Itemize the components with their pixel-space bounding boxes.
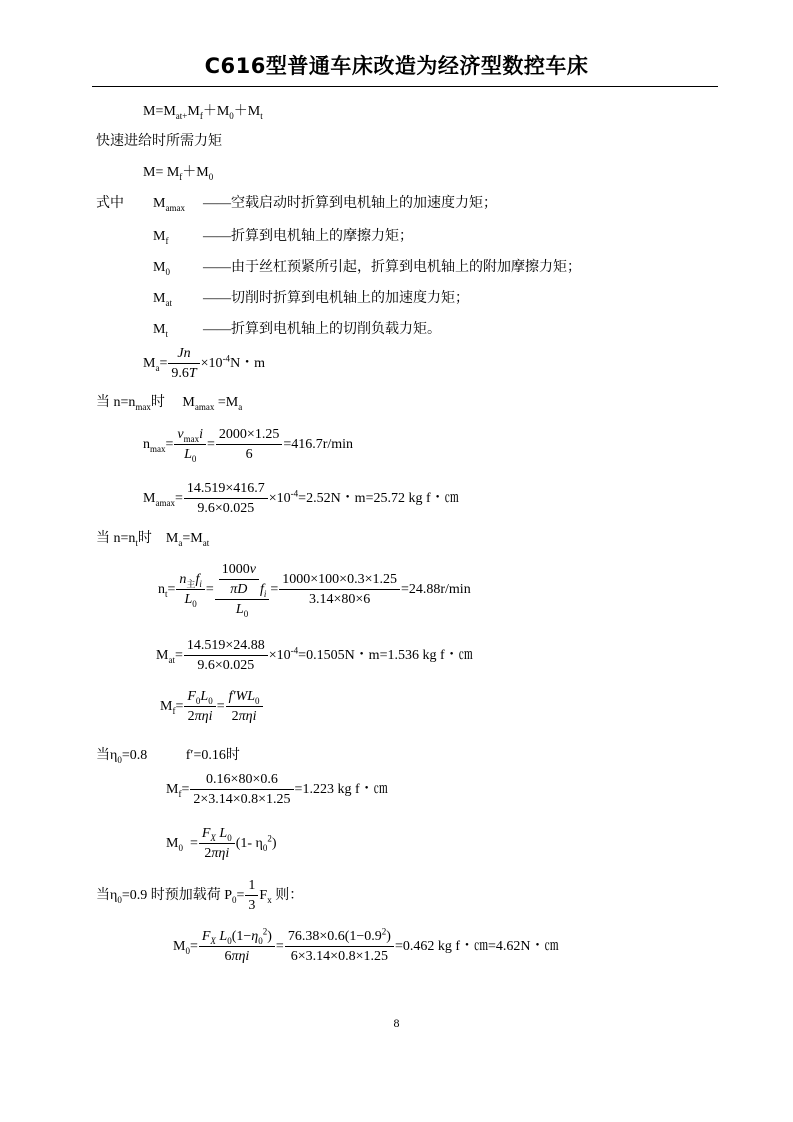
desc-f: ——折算到电机轴上的摩擦力矩；: [203, 229, 413, 244]
formula-mf-numeric: $M_f=$ $\frac{0.16\times 80\times 0.6}{2\times 3.14\times 0.8\times 1.25}$ =1.223 kg f・㎝: [166, 772, 388, 807]
cond-nmax: 当 $n=n_{max}$时 $M_{amax} =M_a$: [96, 395, 243, 412]
cond-eta08: 当$\eta_0=0.8$ f′=0.16时: [96, 748, 240, 765]
where-label: 式中: [96, 196, 124, 211]
desc-t: ——折算到电机轴上的切削负载力矩。: [203, 322, 441, 337]
formula-mamax: $M_{amax}=$ $\frac{14.519\times 416.7}{9.6\times 0.025}$ $\times 10^{-4}=2.52N$・m=25.72 kg f・㎝: [143, 481, 459, 516]
legend-t: $M_t$ ——折算到电机轴上的切削负载力矩。: [153, 322, 441, 339]
legend-f: $M_f$ ——折算到电机轴上的摩擦力矩；: [153, 229, 413, 246]
formula-ma: $M_a=$ $\frac{Jn}{9.6T}$ $\times 10^{-4}N$・m: [143, 346, 266, 381]
formula-mat: $M_{at}=$ $\frac{14.519\times 24.88}{9.6\times 0.025}$ $\times 10^{-4}=0.1505N$・m=1.536 kg f・㎝: [156, 638, 473, 673]
page-number: 8: [393, 1016, 400, 1030]
formula-nmax: $n_{max}=$ $\frac{v_{max}i}{L_0}$ = $\frac{2000\times 1.25}{6}$ =416.7r/min: [143, 427, 354, 464]
page-title: C616型普通车床改造为经济型数控车床: [204, 54, 589, 78]
desc-at: ——切削时折算到电机轴上的加速度力矩；: [203, 291, 469, 306]
formula-m0-numeric: $M_0=$ $\frac{F_X L_0(1-\eta_0^2)}{\text{6πηi}}$ = $\frac{76.38\times 0.6(1-0.9^2)}{6\times 3.14\times 0.8\times 1.25}$ =0.462 kg f・㎝=4.62N・㎝: [173, 926, 559, 964]
formula-m-fast: $M= M_f+M_0$: [143, 165, 214, 182]
formula-m-total: $M=M_{at+}M_f+M_0+M_t$: [143, 104, 263, 121]
header-divider: [92, 86, 718, 87]
formula-nt: $n_t=$ $\frac{n_主f_i}{L_0}$ = $\frac{1000v}{\pi D}$ $f_i$ $L_0$ = $\frac{1000\times 100\times 0.3\times 1.25}{3.14\times 80\times 6}$ =24.88r/min: [158, 562, 471, 619]
fast-feed-label: 快速进给时所需力矩: [96, 134, 222, 149]
desc-0: ——由于丝杠预紧所引起，折算到电机轴上的附加摩擦力矩；: [203, 260, 581, 275]
cond-eta09: 当$\eta_0=0.9$ 时预加载荷 $P_0=$ $\frac{1}{3}$ $F_x$ 则：: [96, 878, 304, 913]
formula-mf-symbolic: $M_f=$ $\frac{F_0L_0}{\text{2πηi}}$ = $\frac{f'WL_0}{\text{2πηi}}$: [160, 687, 264, 726]
formula-m0-symbolic: $M_0$ = $\frac{F_X L_0}{\text{2πηi}}$ (1- $\eta_0^2$): [166, 826, 277, 861]
legend-amax: 式中 $M_{amax}$ ——空载启动时折算到电机轴上的加速度力矩；: [96, 196, 497, 213]
legend-at: $M_{at}$ ——切削时折算到电机轴上的加速度力矩；: [153, 291, 469, 308]
desc-amax: ——空载启动时折算到电机轴上的加速度力矩；: [203, 196, 497, 211]
cond-nt: 当 $n=n_t$时 $M_a=M_{at}$: [96, 531, 210, 548]
legend-0: $M_0$ ——由于丝杠预紧所引起，折算到电机轴上的附加摩擦力矩；: [153, 260, 581, 277]
